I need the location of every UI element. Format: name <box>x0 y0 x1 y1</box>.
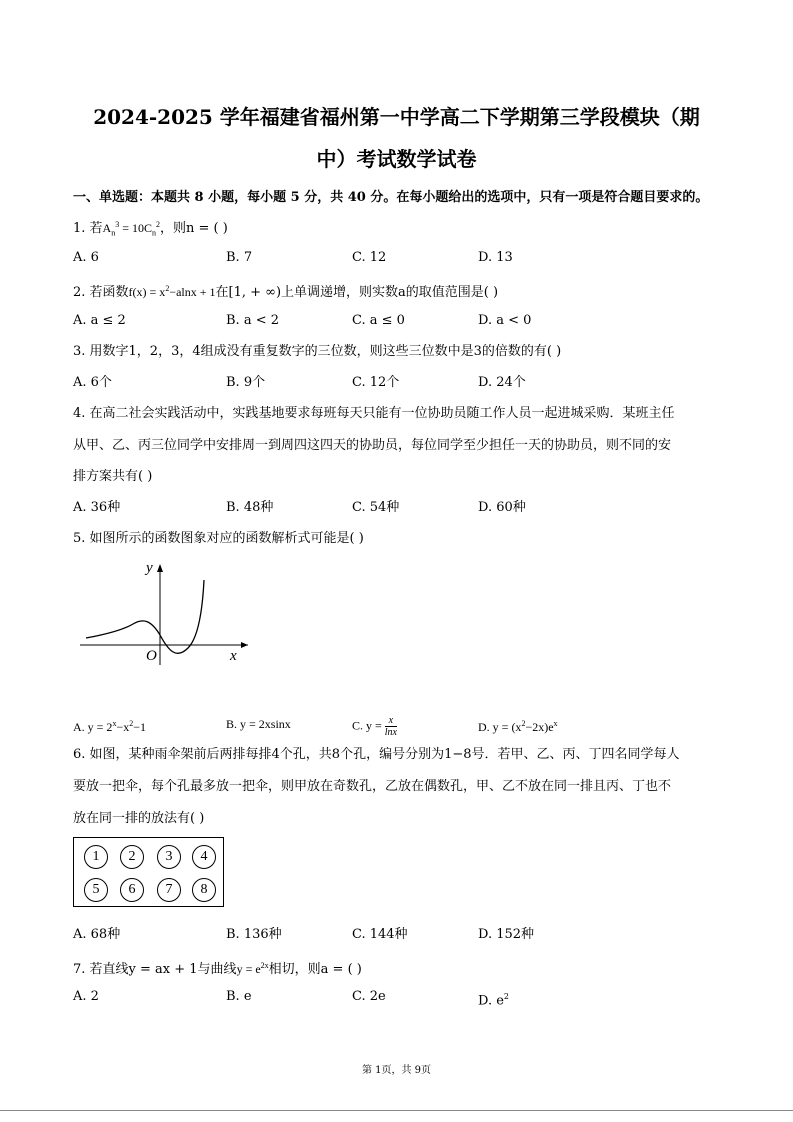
q5-option-a: A. $y = 2^x-x^2-1$ <box>73 719 146 734</box>
q4-option-c: C. 54种 <box>352 500 400 515</box>
title-line-1: 2024-2025 学年福建省福州第一中学高二下学期第三学段模块（期 <box>93 105 700 129</box>
q1-option-c: C. 12 <box>352 250 387 265</box>
question-6-line-1: 6. 如图，某种雨伞架前后两排每排4个孔，共8个孔，编号分别为1−8号．若甲、乙、丙、丁四名同学每人 <box>73 747 680 762</box>
hole-4: 4 <box>192 845 216 869</box>
function-curve <box>86 580 204 653</box>
q7-option-b: B. e <box>226 989 252 1004</box>
q5-option-b: B. y = 2xsinx <box>226 717 291 731</box>
q6-option-c: C. 144种 <box>352 927 408 942</box>
question-5: 5. 如图所示的函数图象对应的函数解析式可能是( ) <box>73 531 364 546</box>
q4-option-a: A. 36种 <box>73 500 121 515</box>
q7-formula: $y = e^{2x}$ <box>236 961 269 976</box>
q4-option-b: B. 48种 <box>226 500 274 515</box>
q1-formula: $A_n^3 = 10C_n^2$ <box>102 220 160 238</box>
hole-5: 5 <box>84 878 108 902</box>
q2-formula: $f(x) = x^2-alnx + 1$ <box>128 284 216 299</box>
q2-option-d: D. a < 0 <box>478 313 532 328</box>
q6-option-a: A. 68种 <box>73 927 121 942</box>
paper-title <box>60 96 733 180</box>
q2-option-a: A. a ≤ 2 <box>73 313 126 328</box>
q5-option-c: C. y = $\frac{x}{\ln x}$ <box>352 715 397 738</box>
question-1: 1. 若$A_n^3 = 10C_n^2$，则n = ( ) <box>73 220 228 238</box>
function-graph <box>78 560 258 670</box>
q3-option-c: C. 12个 <box>352 375 400 390</box>
question-7: 7. 若直线y = ax + 1与曲线$y = e^{2x}$相切，则a = ( ) <box>73 961 362 977</box>
hole-7: 7 <box>157 878 181 902</box>
q7-option-c: C. 2e <box>352 989 386 1004</box>
origin-label: O <box>146 648 157 664</box>
q3-option-a: A. 6个 <box>73 375 112 390</box>
question-6-line-2: 要放一把伞，每个孔最多放一把伞，则甲放在奇数孔，乙放在偶数孔，甲、乙不放在同一排且丙、丁也不 <box>73 779 672 794</box>
question-4-line-3: 排方案共有( ) <box>73 469 153 484</box>
question-4-line-1: 4. 在高二社会实践活动中，实践基地要求每班每天只能有一位协助员随工作人员一起进城采购．某班主任 <box>73 406 675 421</box>
umbrella-rack-diagram <box>73 837 224 907</box>
question-2: 2. 若函数$f(x) = x^2-alnx + 1$在[1, + ∞)上单调递增，则实数a的取值范围是( ) <box>73 284 499 300</box>
x-axis-arrow <box>241 642 248 648</box>
q6-option-d: D. 152种 <box>478 927 535 942</box>
x-axis-label: x <box>230 648 237 664</box>
q2-option-b: B. a < 2 <box>226 313 279 328</box>
q5-option-d: D. $y = (x^2-2x)e^x$ <box>478 719 558 734</box>
hole-8: 8 <box>192 878 216 902</box>
page-footer: 第 1页，共 9页 <box>361 1065 432 1076</box>
hole-3: 3 <box>157 845 181 869</box>
bottom-rule <box>0 1110 793 1111</box>
q1-option-b: B. 7 <box>226 250 253 265</box>
hole-2: 2 <box>120 845 144 869</box>
q4-option-d: D. 60种 <box>478 500 526 515</box>
q7-option-d: D. $e^2$ <box>478 992 510 1009</box>
hole-1: 1 <box>84 845 108 869</box>
question-4-line-2: 从甲、乙、丙三位同学中安排周一到周四这四天的协助员，每位同学至少担任一天的协助员，则不同的安 <box>73 438 672 453</box>
y-axis-label: y <box>146 560 153 576</box>
q1-option-a: A. 6 <box>73 250 99 265</box>
section-header: 一、单选题：本题共 8 小题，每小题 5 分，共 40 分。在每小题给出的选项中，只有一项是符合题目要求的。 <box>73 190 709 205</box>
y-axis-arrow <box>157 564 163 572</box>
q6-option-b: B. 136种 <box>226 927 282 942</box>
q7-option-a: A. 2 <box>73 989 99 1004</box>
q3-option-d: D. 24个 <box>478 375 526 390</box>
q1-option-d: D. 13 <box>478 250 513 265</box>
hole-6: 6 <box>120 878 144 902</box>
title-line-2: 中）考试数学试卷 <box>316 147 477 171</box>
q2-option-c: C. a ≤ 0 <box>352 313 405 328</box>
question-6-line-3: 放在同一排的放法有( ) <box>73 811 205 826</box>
q3-option-b: B. 9个 <box>226 375 266 390</box>
question-3: 3. 用数字1，2，3，4组成没有重复数字的三位数，则这些三位数中是3的倍数的有( ) <box>73 344 562 359</box>
